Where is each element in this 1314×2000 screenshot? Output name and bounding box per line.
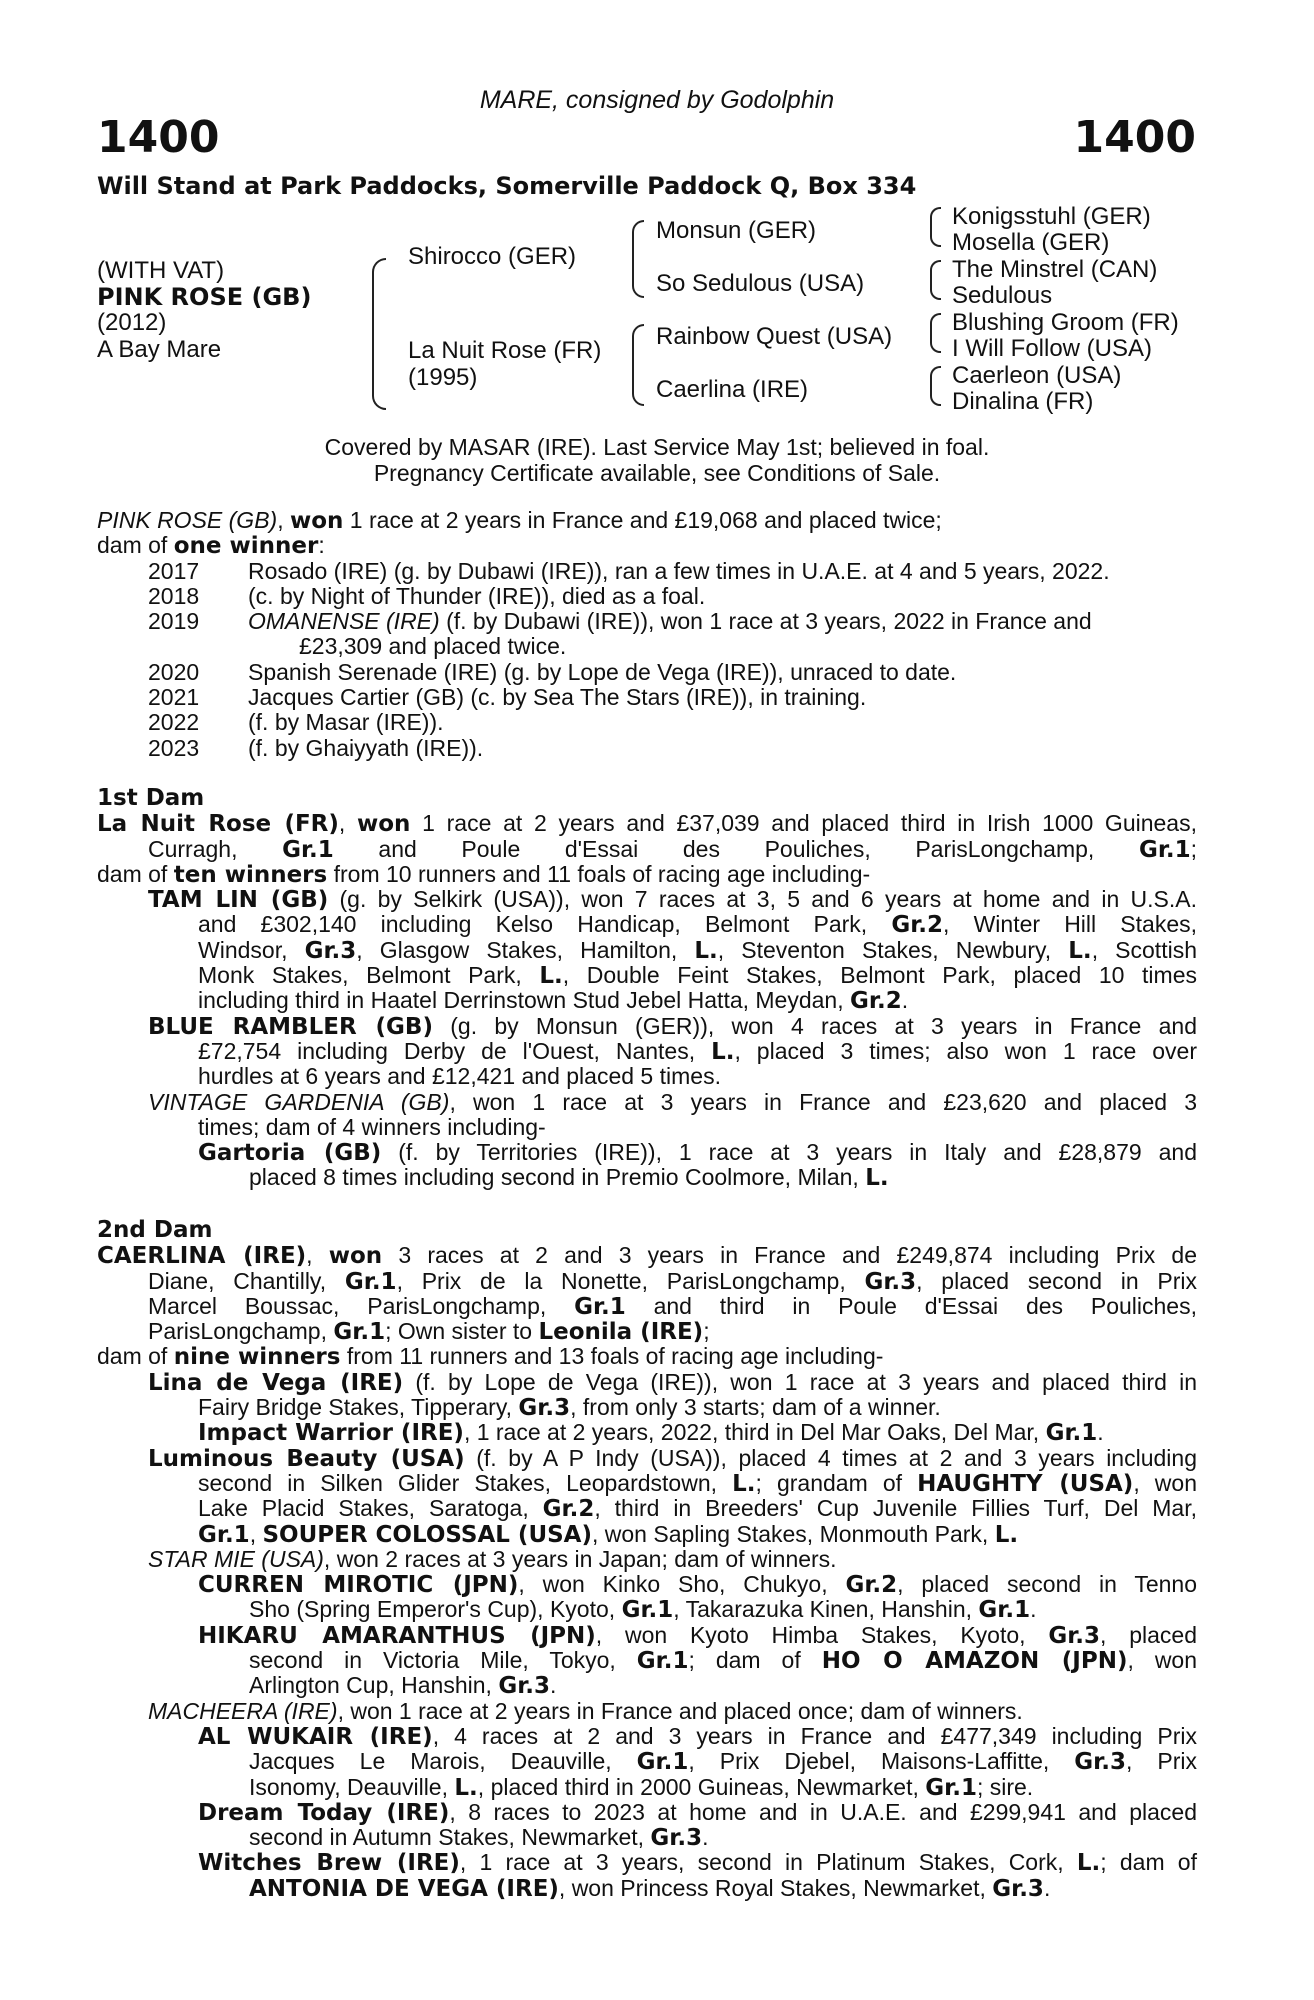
first-dam-heading: 1st Dam <box>97 785 205 811</box>
horse-name: Impact Warrior (IRE) <box>198 1420 464 1447</box>
first-dam-line <box>97 1039 1197 1064</box>
pedigree-g3: The Minstrel (CAN) <box>952 256 1158 283</box>
text: ; sire. <box>976 1773 1034 1800</box>
text: . <box>1030 1596 1037 1623</box>
grade: L. <box>711 1038 735 1065</box>
pedigree-brace-sire <box>632 220 644 298</box>
text: , Steventon Stakes, Newbury, <box>717 936 1069 963</box>
text: , won 1 race at 3 years in France and £23,620 and placed 3 <box>449 1088 1197 1115</box>
grade: Gr.3 <box>650 1825 703 1852</box>
text: , placed <box>1100 1621 1197 1648</box>
text: Jacques Le Marois, Deauville, <box>249 1748 637 1775</box>
text: , <box>338 810 357 837</box>
text: , placed third in 2000 Guineas, Newmarket, <box>477 1773 926 1800</box>
covered-line-2: Pregnancy Certificate available, see Conditions of Sale. <box>373 460 941 486</box>
grade: L. <box>1068 937 1092 964</box>
text: 3 races at 2 and 3 years in France and £249,874 including Prix de <box>382 1242 1197 1269</box>
second-dam-line <box>97 1344 1197 1369</box>
grade: L. <box>732 1470 756 1497</box>
second-dam-line <box>97 1294 1197 1319</box>
dam-dam: Caerlina (IRE) <box>656 376 809 403</box>
horse-name: PINK ROSE (GB) <box>97 283 312 311</box>
text: , <box>249 1520 263 1547</box>
horse-name: ANTONIA DE VEGA (IRE) <box>249 1875 559 1902</box>
first-dam-line <box>97 988 1197 1013</box>
progeny-text: Jacques Cartier (GB) (c. by Sea The Stars (IRE)), in training. <box>248 684 867 711</box>
horse-name: STAR MIE (USA) <box>148 1545 324 1572</box>
text: , 1 race at 2 years, 2022, third in Del Mar Oaks, Del Mar, <box>463 1419 1046 1446</box>
grade: L. <box>1076 1850 1101 1877</box>
text: (f. by A P Indy (USA)), placed 4 times at 2 and 3 years including <box>464 1444 1197 1471</box>
progeny-text: (c. by Night of Thunder (IRE)), died as a foal. <box>248 582 706 609</box>
text: (g. by Monsun (GER)), won 4 races at 3 years in France and <box>432 1012 1197 1039</box>
progeny-text: Rosado (IRE) (g. by Dubawi (IRE)), ran a few times in U.A.E. at 4 and 5 years, 2022. <box>248 557 1110 584</box>
progeny-name: OMANENSE (IRE) <box>248 608 440 635</box>
first-dam-line <box>97 1165 1197 1190</box>
won: won <box>356 811 411 838</box>
horse-name: Dream Today (IRE) <box>198 1799 450 1826</box>
text: (f. by Lope de Vega (IRE)), won 1 race at 3 years and placed third in <box>403 1368 1197 1395</box>
grade: Gr.3 <box>498 1673 550 1700</box>
progeny-row <box>97 559 1197 584</box>
second-dam-line <box>97 1420 1197 1445</box>
first-dam-line <box>97 862 1197 887</box>
text: Curragh, <box>148 835 283 862</box>
grade: Gr.3 <box>518 1395 571 1422</box>
second-dam-line <box>97 1319 1197 1344</box>
winners-count: nine winners <box>173 1344 341 1371</box>
grade: L. <box>539 963 563 990</box>
text: , won Princess Royal Stakes, Newmarket, <box>558 1874 993 1901</box>
lot-number-right: 1400 <box>1073 112 1196 163</box>
second-dam-line <box>97 1547 1197 1572</box>
text: ; dam of <box>1100 1849 1197 1876</box>
text: , 8 races to 2023 at home and in U.A.E. and £299,941 and placed <box>449 1798 1197 1825</box>
second-dam-line <box>97 1572 1197 1597</box>
second-dam-line <box>97 1825 1197 1850</box>
text: , won Kinko Sho, Chukyo, <box>518 1571 846 1598</box>
grade: Gr.3 <box>1048 1622 1101 1649</box>
dam-name: La Nuit Rose (FR) <box>408 337 602 364</box>
second-dam-heading: 2nd Dam <box>97 1217 213 1243</box>
text: (g. by Selkirk (USA)), won 7 races at 3, 5 and 6 years at home and in U.S.A. <box>328 886 1197 913</box>
text: ; Own sister to <box>385 1318 539 1345</box>
text: from 10 runners and 11 foals of racing age including- <box>327 860 871 887</box>
grade: Gr.2 <box>845 1572 898 1599</box>
second-dam-line <box>97 1850 1197 1875</box>
text: Diane, Chantilly, <box>148 1267 345 1294</box>
progeny-continuation: £23,309 and placed twice. <box>299 633 567 660</box>
first-dam-line <box>97 938 1197 963</box>
grade: Gr.1 <box>1138 836 1191 863</box>
first-dam-line <box>97 1090 1197 1115</box>
text: placed 8 times including second in Premio Coolmore, Milan, <box>249 1164 866 1191</box>
text: ; <box>703 1318 710 1345</box>
horse-name: Lina de Vega (IRE) <box>148 1369 404 1396</box>
grade: Gr.1 <box>925 1774 977 1801</box>
second-dam-line <box>97 1648 1197 1673</box>
progeny-row <box>97 710 1197 735</box>
record-line-2 <box>97 533 1197 558</box>
text: Monk Stakes, Belmont Park, <box>198 962 540 989</box>
text: , won <box>1133 1469 1197 1496</box>
second-dam-line <box>97 1446 1197 1471</box>
grade: Gr.2 <box>891 912 944 939</box>
text: Fairy Bridge Stakes, Tipperary, <box>198 1394 519 1421</box>
first-dam-line: hurdles at 6 years and £12,421 and placed 5 times. <box>198 1063 721 1090</box>
covered-line-1: Covered by MASAR (IRE). Last Service May 1st; believed in foal. <box>324 434 990 460</box>
second-dam-line <box>97 1673 1197 1698</box>
text: (f. by Territories (IRE)), 1 race at 3 years in Italy and £28,879 and <box>381 1139 1197 1166</box>
grade: Gr.1 <box>282 836 334 863</box>
progeny-text <box>248 609 1197 634</box>
record-won: won <box>289 508 344 534</box>
text: second in Victoria Mile, Tokyo, <box>249 1647 637 1674</box>
text: , won Kyoto Himba Stakes, Kyoto, <box>595 1621 1049 1648</box>
pedigree-g5: Blushing Groom (FR) <box>952 309 1179 336</box>
text: £72,754 including Derby de l'Ouest, Nantes, <box>198 1037 712 1064</box>
progeny-year: 2019 <box>148 608 200 635</box>
second-dam-line <box>97 1775 1197 1800</box>
dam-year: (1995) <box>408 364 478 391</box>
progeny-row <box>97 660 1197 685</box>
record-colon: : <box>318 532 325 559</box>
text: , Prix Djebel, Maisons-Laffitte, <box>688 1748 1075 1775</box>
second-dam-line <box>97 1699 1197 1724</box>
text: , placed 3 times; also won 1 race over <box>734 1037 1197 1064</box>
second-dam-line <box>97 1269 1197 1294</box>
text: , Winter Hill Stakes, <box>943 911 1198 938</box>
progeny-text: Spanish Serenade (IRE) (g. by Lope de Vega (IRE)), unraced to date. <box>248 658 957 685</box>
pedigree-g6: I Will Follow (USA) <box>952 335 1153 362</box>
horse-name: Leonila (IRE) <box>538 1319 704 1346</box>
first-dam-line <box>97 837 1197 862</box>
text: ; grandam of <box>755 1469 918 1496</box>
second-dam-line <box>97 1522 1197 1547</box>
first-dam-line: times; dam of 4 winners including- <box>198 1113 546 1140</box>
second-dam-line <box>97 1623 1197 1648</box>
text: , won Sapling Stakes, Monmouth Park, <box>592 1520 995 1547</box>
text: , from only 3 starts; dam of a winner. <box>570 1394 941 1421</box>
second-dam-line <box>97 1724 1197 1749</box>
text: and £302,140 including Kelso Handicap, Belmont Park, <box>198 911 892 938</box>
horse-name: HAUGHTY (USA) <box>917 1470 1134 1497</box>
record-section <box>97 508 1197 761</box>
text: , Prix <box>1125 1748 1197 1775</box>
grade: Gr.1 <box>621 1597 674 1624</box>
dam-sire: Rainbow Quest (USA) <box>656 323 893 350</box>
second-dam-section <box>97 1218 1197 1901</box>
text: . <box>1043 1874 1051 1901</box>
dam-name: La Nuit Rose (FR) <box>97 811 339 838</box>
grade: L. <box>994 1521 1019 1548</box>
grade: Gr.1 <box>636 1648 689 1675</box>
second-dam-line <box>97 1370 1197 1395</box>
text: ; dam of <box>688 1647 822 1674</box>
text: , Takarazuka Kinen, Hanshin, <box>673 1596 979 1623</box>
text: , won 2 races at 3 years in Japan; dam of winners. <box>323 1545 837 1572</box>
text: , won <box>1127 1647 1198 1674</box>
text: ; <box>1190 835 1198 862</box>
progeny-year: 2020 <box>148 658 200 685</box>
second-dam-line <box>97 1800 1197 1825</box>
pedigree-g7: Caerleon (USA) <box>952 362 1122 389</box>
pedigree-g8: Dinalina (FR) <box>952 388 1094 415</box>
consignment-line: MARE, consigned by Godolphin <box>479 86 835 114</box>
progeny-year: 2018 <box>148 582 200 609</box>
dam-name: CAERLINA (IRE) <box>97 1243 307 1270</box>
pedigree-brace-g3 <box>930 313 941 353</box>
text: and Poule d'Essai des Pouliches, ParisLongchamp, <box>333 835 1139 862</box>
first-dam-line <box>97 887 1197 912</box>
pedigree-brace-g2 <box>930 260 941 300</box>
horse-vat: (WITH VAT) <box>97 257 225 284</box>
second-dam-line <box>97 1243 1197 1268</box>
text: 1 race at 2 years and £37,039 and placed third in Irish 1000 Guineas, <box>410 810 1197 837</box>
grade: Gr.3 <box>1074 1749 1126 1776</box>
pedigree-brace-main <box>372 258 386 410</box>
grade: Gr.1 <box>198 1521 250 1548</box>
second-dam-line <box>97 1749 1197 1774</box>
winners-count: ten winners <box>173 861 328 888</box>
record-line-1: PINK ROSE (GB), won 1 race at 2 years in France and £19,068 and placed twice; <box>97 507 942 534</box>
progeny-row <box>97 584 1197 609</box>
first-dam-line <box>97 811 1197 836</box>
progeny-text: (f. by Masar (IRE)). <box>248 709 444 736</box>
progeny-year: 2021 <box>148 684 200 711</box>
grade: Gr.3 <box>992 1875 1044 1902</box>
grade: Gr.2 <box>850 988 902 1015</box>
horse-name: Luminous Beauty (USA) <box>148 1445 465 1472</box>
text: Sho (Spring Emperor's Cup), Kyoto, <box>249 1596 622 1623</box>
text: , won 1 race at 2 years in France and placed once; dam of winners. <box>337 1697 1023 1724</box>
grade: Gr.1 <box>636 1749 689 1776</box>
text: . <box>901 987 909 1014</box>
sire-sire: Monsun (GER) <box>656 217 817 244</box>
text: , 1 race at 3 years, second in Platinum Stakes, Cork, <box>459 1849 1077 1876</box>
first-dam-section <box>97 786 1197 1191</box>
grade: L. <box>454 1774 478 1801</box>
horse-name: HIKARU AMARANTHUS (JPN) <box>198 1622 596 1649</box>
grade: Gr.1 <box>1045 1420 1098 1447</box>
text: Arlington Cup, Hanshin, <box>249 1672 499 1699</box>
text: from 11 runners and 13 foals of racing age including- <box>340 1343 884 1370</box>
progeny-detail: (f. by Dubawi (IRE)), won 1 race at 3 years, 2022 in France and <box>439 608 1092 635</box>
record-horse-name: PINK ROSE (GB) <box>97 507 278 533</box>
record-winners: one winner <box>173 533 319 560</box>
text: . <box>550 1672 557 1699</box>
horse-year: (2012) <box>97 309 167 336</box>
text: and third in Poule d'Essai des Pouliches, <box>625 1292 1197 1319</box>
text: Windsor, <box>198 936 305 963</box>
lot-number-left: 1400 <box>97 112 220 163</box>
pedigree-brace-dam <box>632 324 644 406</box>
horse-name: VINTAGE GARDENIA (GB) <box>148 1088 450 1115</box>
pedigree-g1: Konigsstuhl (GER) <box>952 203 1151 230</box>
text: , Glasgow Stakes, Hamilton, <box>356 936 695 963</box>
horse-description: A Bay Mare <box>97 336 222 363</box>
second-dam-line <box>97 1597 1197 1622</box>
second-dam-line <box>97 1395 1197 1420</box>
horse-name: Witches Brew (IRE) <box>198 1850 460 1877</box>
text: , placed second in Prix <box>916 1267 1198 1294</box>
horse-name: SOUPER COLOSSAL (USA) <box>262 1521 592 1548</box>
grade: Gr.1 <box>574 1293 626 1320</box>
text: , placed second in Tenno <box>897 1571 1197 1598</box>
grade: Gr.1 <box>344 1268 397 1295</box>
text: , third in Breeders' Cup Juvenile Fillies Turf, Del Mar, <box>594 1495 1197 1522</box>
progeny-year: 2017 <box>148 557 200 584</box>
grade: Gr.1 <box>333 1319 386 1346</box>
grade: Gr.3 <box>304 937 357 964</box>
won: won <box>328 1243 383 1270</box>
pedigree-g4: Sedulous <box>952 282 1053 309</box>
progeny-row <box>97 736 1197 761</box>
text: , Double Feint Stakes, Belmont Park, placed 10 times <box>562 962 1197 989</box>
pedigree-g2: Mosella (GER) <box>952 229 1110 256</box>
grade: L. <box>694 937 718 964</box>
horse-name: Gartoria (GB) <box>198 1140 382 1167</box>
text: second in Silken Glider Stakes, Leopardstown, <box>198 1469 733 1496</box>
stand-info: Will Stand at Park Paddocks, Somerville Paddock Q, Box 334 <box>97 172 917 200</box>
text: second in Autumn Stakes, Newmarket, <box>249 1824 651 1851</box>
sire-name: Shirocco (GER) <box>408 243 577 270</box>
first-dam-line <box>97 1140 1197 1165</box>
progeny-row <box>97 609 1197 634</box>
text: . <box>702 1824 709 1851</box>
text: , 4 races at 2 and 3 years in France and £477,349 including Prix <box>432 1722 1197 1749</box>
first-dam-line <box>97 963 1197 988</box>
progeny-year: 2023 <box>148 734 200 761</box>
horse-name: BLUE RAMBLER (GB) <box>148 1013 433 1040</box>
text: Lake Placid Stakes, Saratoga, <box>198 1495 543 1522</box>
first-dam-line <box>97 1014 1197 1039</box>
text: . <box>1097 1419 1104 1446</box>
pedigree-brace-g1 <box>930 207 941 247</box>
second-dam-line <box>97 1471 1197 1496</box>
text: ParisLongchamp, <box>148 1318 334 1345</box>
record-text: 1 race at 2 years in France and £19,068 and placed twice; <box>343 507 942 533</box>
progeny-text: (f. by Ghaiyyath (IRE)). <box>248 734 484 761</box>
grade: Gr.2 <box>542 1496 595 1523</box>
second-dam-line <box>97 1496 1197 1521</box>
grade: Gr.3 <box>864 1268 917 1295</box>
horse-name: AL WUKAIR (IRE) <box>198 1723 433 1750</box>
text: dam of <box>97 860 174 887</box>
text: Isonomy, Deauville, <box>249 1773 455 1800</box>
text: , Prix de la Nonette, ParisLongchamp, <box>396 1267 865 1294</box>
text: including third in Haatel Derrinstown Stud Jebel Hatta, Meydan, <box>198 987 851 1014</box>
record-dam-of: dam of <box>97 532 174 559</box>
grade: L. <box>865 1165 889 1192</box>
text: , Scottish <box>1091 936 1197 963</box>
text: dam of <box>97 1343 174 1370</box>
second-dam-line <box>97 1876 1197 1901</box>
progeny-year: 2022 <box>148 709 200 736</box>
text: Marcel Boussac, ParisLongchamp, <box>148 1292 575 1319</box>
horse-name: CURREN MIROTIC (JPN) <box>198 1572 519 1599</box>
horse-name: MACHEERA (IRE) <box>148 1697 338 1724</box>
horse-name: TAM LIN (GB) <box>148 887 329 914</box>
horse-name: HO O AMAZON (JPN) <box>821 1648 1128 1675</box>
grade: Gr.1 <box>978 1597 1031 1624</box>
progeny-row <box>97 685 1197 710</box>
text: , <box>306 1242 329 1269</box>
sire-dam: So Sedulous (USA) <box>656 270 865 297</box>
pedigree-brace-g4 <box>930 366 941 406</box>
first-dam-line <box>97 912 1197 937</box>
